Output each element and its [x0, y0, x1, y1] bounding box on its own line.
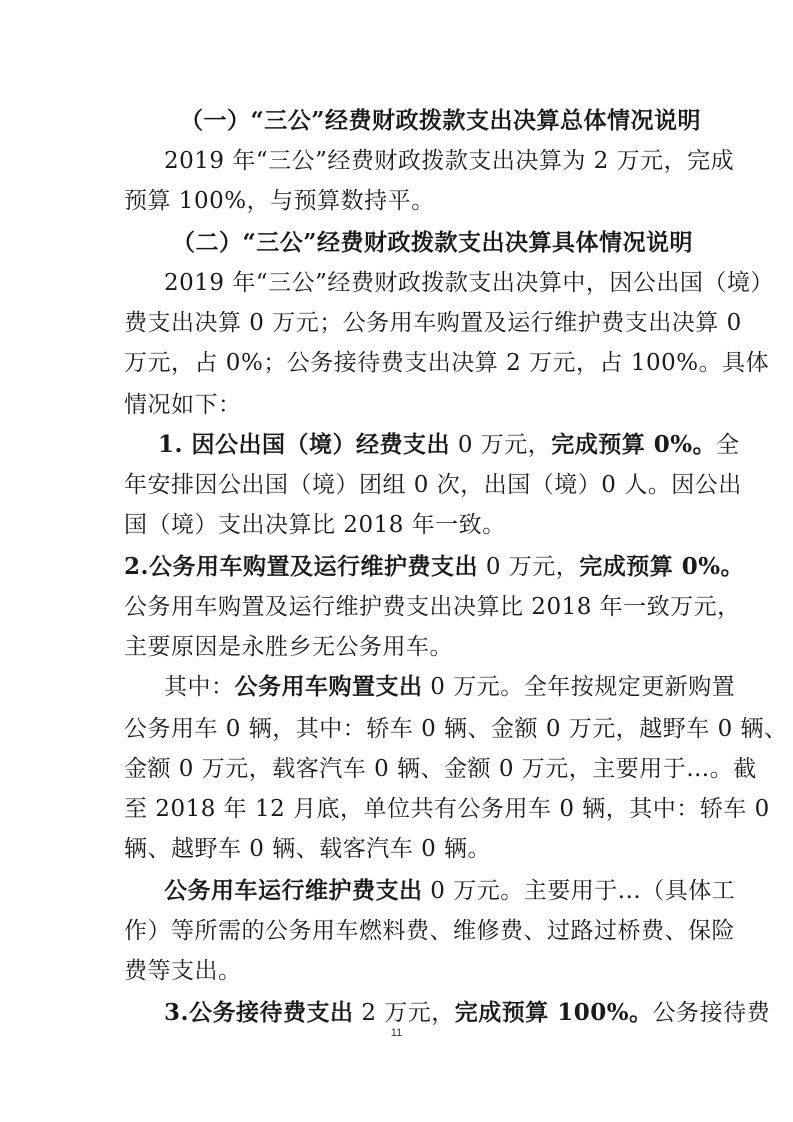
page-number: 11 — [390, 1027, 403, 1039]
text-segment: 年安排因公出国（境）团组 0 次，出国（境）0 人。因公出 — [124, 472, 742, 498]
text-segment: 2019 年“三公”经费财政拨款支出决算为 2 万元，完成 — [164, 148, 735, 174]
text-segment: 至 2018 年 12 月底，单位共有公务用车 0 辆，其中：轿车 0 — [124, 796, 770, 822]
text-line — [124, 308, 793, 338]
text-segment: 辆、越野车 0 辆、载客汽车 0 辆。 — [124, 836, 492, 862]
text-line — [124, 834, 793, 864]
text-line — [124, 632, 793, 662]
text-line — [164, 146, 793, 176]
text-segment: 国（境）支出决算比 2018 年一致。 — [124, 512, 506, 538]
text-segment: 2 万元， — [353, 1000, 455, 1026]
text-segment: 0 万元， — [450, 432, 552, 458]
text-segment: 全 — [716, 432, 740, 458]
text-line — [158, 430, 793, 460]
text-line — [124, 390, 793, 420]
text-segment: 0 万元。全年按规定更新购置 — [422, 674, 736, 700]
text-segment: 金额 0 万元，载客汽车 0 辆、金额 0 万元，主要用于…。截 — [124, 756, 757, 782]
text-segment: 公务用车购置及运行维护费支出决算比 2018 年一致万元， — [124, 594, 741, 620]
text-segment: 其中： — [164, 674, 235, 700]
text-line — [124, 552, 793, 582]
bold-text: （一）“三公”经费财政拨款支出决算总体情况说明 — [180, 107, 701, 134]
text-line — [180, 106, 793, 136]
text-line — [164, 672, 793, 702]
text-segment: 万元，占 0%；公务接待费支出决算 2 万元，占 100%。具体 — [124, 350, 770, 376]
text-line — [124, 510, 793, 540]
bold-text: （二）“三公”经费财政拨款支出决算具体情况说明 — [172, 229, 693, 256]
text-line — [164, 876, 793, 906]
text-segment: 公务用车 0 辆，其中：轿车 0 辆、金额 0 万元，越野车 0 辆、 — [124, 716, 788, 742]
text-segment: 公务接待费 — [652, 1000, 771, 1026]
text-segment: 0 万元， — [478, 554, 580, 580]
bold-text: 完成预算 0%。 — [579, 553, 745, 580]
text-line — [164, 998, 793, 1028]
text-segment: 0 万元。主要用于...（具体工 — [422, 878, 736, 904]
bold-text: 2.公务用车购置及运行维护费支出 — [124, 553, 479, 580]
text-line — [124, 348, 793, 378]
bold-text: 公务用车购置支出 — [234, 673, 423, 700]
text-line — [124, 592, 793, 622]
text-segment: 费支出决算 0 万元；公务用车购置及运行维护费支出决算 0 — [124, 310, 742, 336]
bold-text: 完成预算 0%。 — [551, 431, 717, 458]
text-line — [164, 268, 793, 298]
text-segment: 费等支出。 — [124, 958, 242, 984]
text-segment: 作）等所需的公务用车燃料费、维修费、过路过桥费、保险 — [124, 918, 735, 944]
bold-text: 完成预算 100%。 — [454, 999, 653, 1026]
text-line — [124, 470, 793, 500]
text-segment: 2019 年“三公”经费财政拨款支出决算中，因公出国（境） — [164, 270, 774, 296]
text-segment: 预算 100%，与预算数持平。 — [124, 188, 435, 214]
text-line — [172, 228, 793, 258]
text-line — [124, 956, 793, 986]
text-line — [124, 186, 793, 216]
bold-text: 公务用车运行维护费支出 — [164, 877, 423, 904]
text-line — [124, 714, 793, 744]
bold-text: 3.公务接待费支出 — [164, 999, 354, 1026]
text-line — [124, 916, 793, 946]
text-line — [124, 794, 793, 824]
text-segment: 主要原因是永胜乡无公务用车。 — [124, 634, 453, 660]
text-segment: 情况如下： — [124, 392, 242, 418]
text-line — [124, 754, 793, 784]
bold-text: 1. 因公出国（境）经费支出 — [158, 431, 451, 458]
